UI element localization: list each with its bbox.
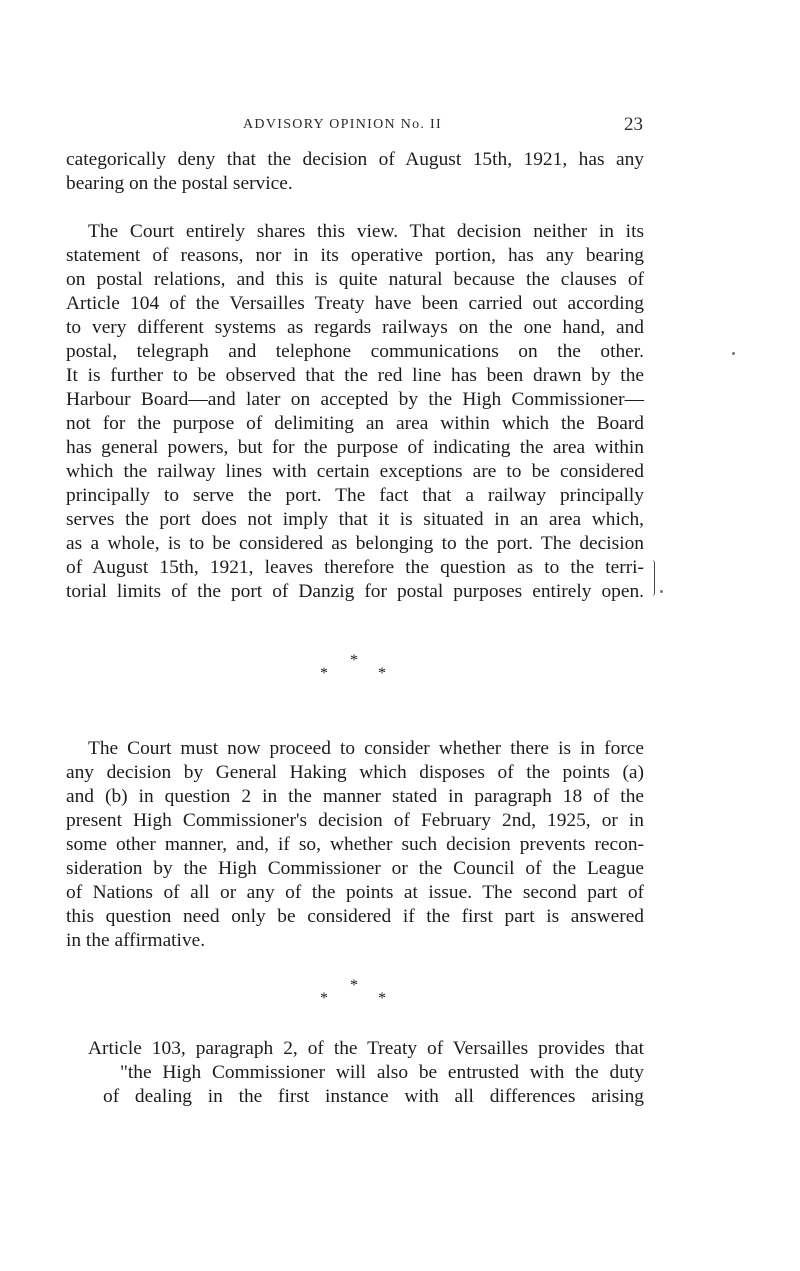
scan-speck [732, 352, 735, 355]
text-line: to very different systems as regards railways on the one hand, and [66, 317, 644, 338]
text-line: torial limits of the port of Danzig for postal purposes entirely open. [66, 581, 644, 602]
scan-speck [660, 590, 663, 593]
text-line: bearing on the postal service. [66, 173, 293, 194]
margin-bracket [648, 560, 655, 596]
text-line: categorically deny that the decision of August 15th, 1921, has any [66, 149, 644, 170]
separator-star: * [350, 977, 358, 994]
text-line: It is further to be observed that the red line has been drawn by the [66, 365, 644, 386]
separator-star: * [378, 990, 386, 1007]
page-number: 23 [624, 114, 643, 135]
separator-star: * [378, 665, 386, 682]
text-line: The Court entirely shares this view. That decision neither in its [88, 221, 644, 242]
text-line: has general powers, but for the purpose of indicating the area within [66, 437, 644, 458]
text-line: statement of reasons, nor in its operative portion, has any bearing [66, 245, 644, 266]
text-line: "the High Commissioner will also be entrusted with the duty [120, 1062, 644, 1083]
text-line: Harbour Board—and later on accepted by the High Commissioner— [66, 389, 644, 410]
text-line: postal, telegraph and telephone communications on the other. [66, 341, 644, 362]
text-line: Article 104 of the Versailles Treaty have been carried out according [66, 293, 644, 314]
text-line: principally to serve the port. The fact that a railway principally [66, 485, 644, 506]
text-line: Article 103, paragraph 2, of the Treaty of Versailles provides that [88, 1038, 644, 1059]
text-line: serves the port does not imply that it is situated in an area which, [66, 509, 644, 530]
text-line: as a whole, is to be considered as belonging to the port. The decision [66, 533, 644, 554]
separator-star: * [320, 665, 328, 682]
section-separator [316, 652, 396, 692]
text-line: The Court must now proceed to consider whether there is in force [88, 738, 644, 759]
text-line: present High Commissioner's decision of February 2nd, 1925, or in [66, 810, 644, 831]
text-line: on postal relations, and this is quite natural because the clauses of [66, 269, 644, 290]
text-line: any decision by General Haking which disposes of the points (a) [66, 762, 644, 783]
separator-star: * [320, 990, 328, 1007]
text-line: sideration by the High Commissioner or the Council of the League [66, 858, 644, 879]
text-line: of August 15th, 1921, leaves therefore the question as to the terri- [66, 557, 644, 578]
text-line: and (b) in question 2 in the manner stated in paragraph 18 of the [66, 786, 644, 807]
text-line: this question need only be considered if the first part is answered [66, 906, 644, 927]
text-line: of Nations of all or any of the points at issue. The second part of [66, 882, 644, 903]
text-line: not for the purpose of delimiting an area within which the Board [66, 413, 644, 434]
text-line: in the affirmative. [66, 930, 206, 951]
section-separator [316, 977, 396, 1017]
text-line: which the railway lines with certain exceptions are to be considered [66, 461, 644, 482]
text-line: of dealing in the first instance with all differences arising [103, 1086, 644, 1107]
text-line: some other manner, and, if so, whether such decision prevents recon- [66, 834, 644, 855]
running-head: ADVISORY OPINION No. II [243, 117, 442, 132]
separator-star: * [350, 652, 358, 669]
